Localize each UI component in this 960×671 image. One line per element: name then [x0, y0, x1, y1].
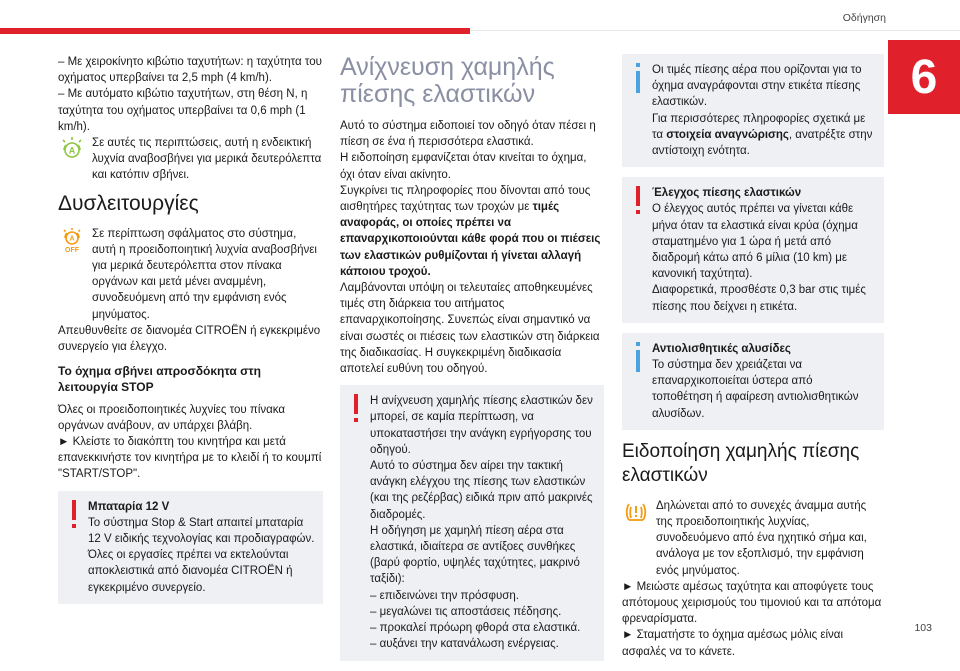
paragraph: ► Μειώστε αμέσως ταχύτητα και αποφύγετε τους απότομους χειρισμούς του τιμονιού και τα απότομα φρεναρίσματα.: [622, 580, 882, 626]
paragraph: Λαμβάνονται υπόψη οι τελευταίες αποθηκευμένες τιμές στη διάρκεια του αιτήματος επαναρχικοποίησης. Συνεπώς είναι σημαντικό να είναι σωστές οι πιέσεις των ελαστικών στη διάρκεια της διαδικασίας. Η συγκεκριμένη διαδικασία αποτελεί ευθύνη του οδηγού.: [340, 282, 600, 376]
paragraph: Όλες οι προειδοποιητικές λυχνίες του πίνακα οργάνων ανάβουν, αν υπάρχει βλάβη.: [58, 403, 286, 432]
paragraph: Συγκρίνει τις πληροφορίες που δίνονται από τους αισθητήρες ταχύτητας των τροχών με τιμές αναφοράς, οι οποίες πρέπει να επαναρχικοποιούνται κάθε φορά που οι πιέσεις των ελαστικών ρυθμίζονται ή γίνεται αλλαγή κάποιου τροχού.: [340, 184, 601, 278]
heading-malfunctions: Δυσλειτουργίες: [58, 191, 199, 215]
paragraph: Σε περίπτωση σφάλματος στο σύστημα, αυτή η προειδοποιητική λυχνία αναβοσβήνει για μερικά δευτερόλεπτα στον πίνακα οργάνων και μετά μένει αναμμένη, συνοδευόμενη από την εμφάνιση ενός μηνύματος.: [92, 227, 317, 321]
auto-stop-note: [58, 135, 323, 184]
paragraph: Η ειδοποίηση εμφανίζεται όταν κινείται το όχημα, όχι όταν είναι ακίνητο.: [340, 152, 587, 181]
box-text: Διαφορετικά, προσθέστε 0,3 bar στις τιμές πίεσης που δείχνει η ετικέτα.: [652, 284, 866, 313]
section-title: Οδήγηση: [842, 12, 886, 24]
warning-exclamation-icon: [348, 393, 364, 652]
info-icon: [630, 62, 646, 159]
paragraph: Δηλώνεται από το συνεχές άναμμα αυτής της προειδοποιητικής λυχνίας, συνοδευόμενο από ένα ηχητικό σήμα και, ανάλογα με τον εξοπλισμό, την εμφάνιση ενός μηνύματος.: [656, 499, 867, 577]
auto-stop-icon: [58, 135, 86, 163]
column-1: [58, 54, 323, 614]
info-icon: [630, 341, 646, 422]
svg-text:A: A: [68, 145, 76, 156]
pressure-label-info-box: [622, 54, 884, 167]
pressure-check-warning-box: [622, 177, 884, 323]
list-item: – μεγαλώνει τις αποστάσεις πέδησης.: [370, 605, 562, 618]
box-title: Μπαταρία 12 V: [88, 500, 170, 513]
subheading-stop-mode: Το όχημα σβήνει απροσδόκητα στη λειτουργία STOP: [58, 364, 261, 395]
svg-text:OFF: OFF: [65, 246, 79, 254]
chapter-number: 6: [888, 40, 960, 114]
box-text: Το σύστημα Stop & Start απαιτεί μπαταρία 12 V ειδικής τεχνολογίας και προδιαγραφών. Όλες οι εργασίες πρέπει να εκτελούνται αποκλειστικά από διανομέα CITROËN ή εγκεκριμένο συνεργείο.: [88, 516, 315, 594]
column-2: [340, 54, 604, 671]
heading-low-pressure-alert: Ειδοποίηση χαμηλής πίεσης ελαστικών: [622, 440, 860, 486]
box-title: Αντιολισθητικές αλυσίδες: [652, 342, 791, 355]
svg-text:A: A: [69, 235, 75, 243]
paragraph: Αυτό το σύστημα ειδοποιεί τον οδηγό όταν πέσει η πίεση σε ένα ή περισσότερα ελαστικά.: [340, 120, 596, 149]
list-item: – προκαλεί πρόωρη φθορά στα ελαστικά.: [370, 622, 581, 635]
list-item: – επιδεινώνει την πρόσφυση.: [370, 589, 519, 602]
warning-exclamation-icon: [66, 499, 82, 596]
tyre-warning-note: [622, 498, 884, 579]
warning-exclamation-icon: [630, 185, 646, 315]
list-item: – αυξάνει την κατανάλωση ενέργειας.: [370, 638, 559, 651]
column-3: [622, 54, 884, 660]
off-warning-note: [58, 226, 323, 323]
page-number: 103: [914, 622, 932, 634]
tyre-pressure-warning-icon: [622, 498, 650, 526]
driver-vigilance-warning-box: [340, 385, 604, 660]
box-text: Οι τιμές πίεσης αέρα που ορίζονται για το όχημα αναγράφονται στην ετικέτα πίεσης ελαστικών.: [652, 64, 862, 109]
paragraph: Σε αυτές τις περιπτώσεις, αυτή η ενδεικτική λυχνία αναβοσβήνει για μερικά δευτερόλεπτα και κατόπιν σβήνει.: [92, 137, 322, 182]
battery-warning-box: [58, 491, 323, 604]
top-accent-bar: [0, 28, 470, 34]
box-text: Η οδήγηση με χαμηλή πίεση αέρα στα ελαστικά, ιδιαίτερα σε αντίξοες συνθήκες (βαρύ φορτίο, υψηλές ταχύτητες, μακρινό ταξίδι):: [370, 524, 580, 586]
off-warning-icon: [58, 226, 86, 254]
paragraph: – Με χειροκίνητο κιβώτιο ταχυτήτων: η ταχύτητα του οχήματος υπερβαίνει τα 2,5 mph (4 km/h).: [58, 56, 322, 85]
paragraph: – Με αυτόματο κιβώτιο ταχυτήτων, στη θέση N, η ταχύτητα του οχήματος υπερβαίνει τα 0,6 mph (1 km/h).: [58, 88, 308, 133]
heading-tyre-detection: Ανίχνευση χαμηλής πίεσης ελαστικών: [340, 53, 555, 108]
box-text: Η ανίχνευση χαμηλής πίεσης ελαστικών δεν μπορεί, σε καμία περίπτωση, να υποκαταστήσει την ανάγκη εγρήγορσης του οδηγού.: [370, 395, 593, 456]
box-text: Ο έλεγχος αυτός πρέπει να γίνεται κάθε μήνα όταν τα ελαστικά είναι κρύα (όχημα σταματημένο για 1 ώρα ή μετά από διαδρομή κάτω από 6 μίλια (10 km) με κανονική ταχύτητα).: [652, 203, 858, 281]
paragraph: ► Σταματήστε το όχημα αμέσως μόλις είναι ασφαλές να το κάνετε.: [622, 629, 843, 658]
box-title: Έλεγχος πίεσης ελαστικών: [652, 187, 802, 200]
paragraph: ► Κλείστε το διακόπτη του κινητήρα και μετά επανεκκινήστε τον κινητήρα με το κλειδί ή το κουμπί "START/STOP".: [58, 436, 322, 481]
top-rule: [470, 30, 960, 31]
box-text: Για περισσότερες πληροφορίες σχετικά με τα στοιχεία αναγνώρισης, ανατρέξτε στην αντίστοιχη ενότητα.: [652, 112, 873, 158]
box-text: Το σύστημα δεν χρειάζεται να επαναρχικοποιείται ύστερα από τοποθέτηση ή αφαίρεση αντιολισθητικών αλυσίδων.: [652, 359, 859, 420]
paragraph: Απευθυνθείτε σε διανομέα CITROËN ή εγκεκριμένο συνεργείο για έλεγχο.: [58, 324, 321, 354]
box-text: Αυτό το σύστημα δεν αίρει την τακτική ανάγκη ελέγχου της πίεσης των ελαστικών (και της ρεζέρβας) ειδικά πριν από μακρινές διαδρομές.: [370, 460, 593, 521]
snow-chains-info-box: [622, 333, 884, 430]
